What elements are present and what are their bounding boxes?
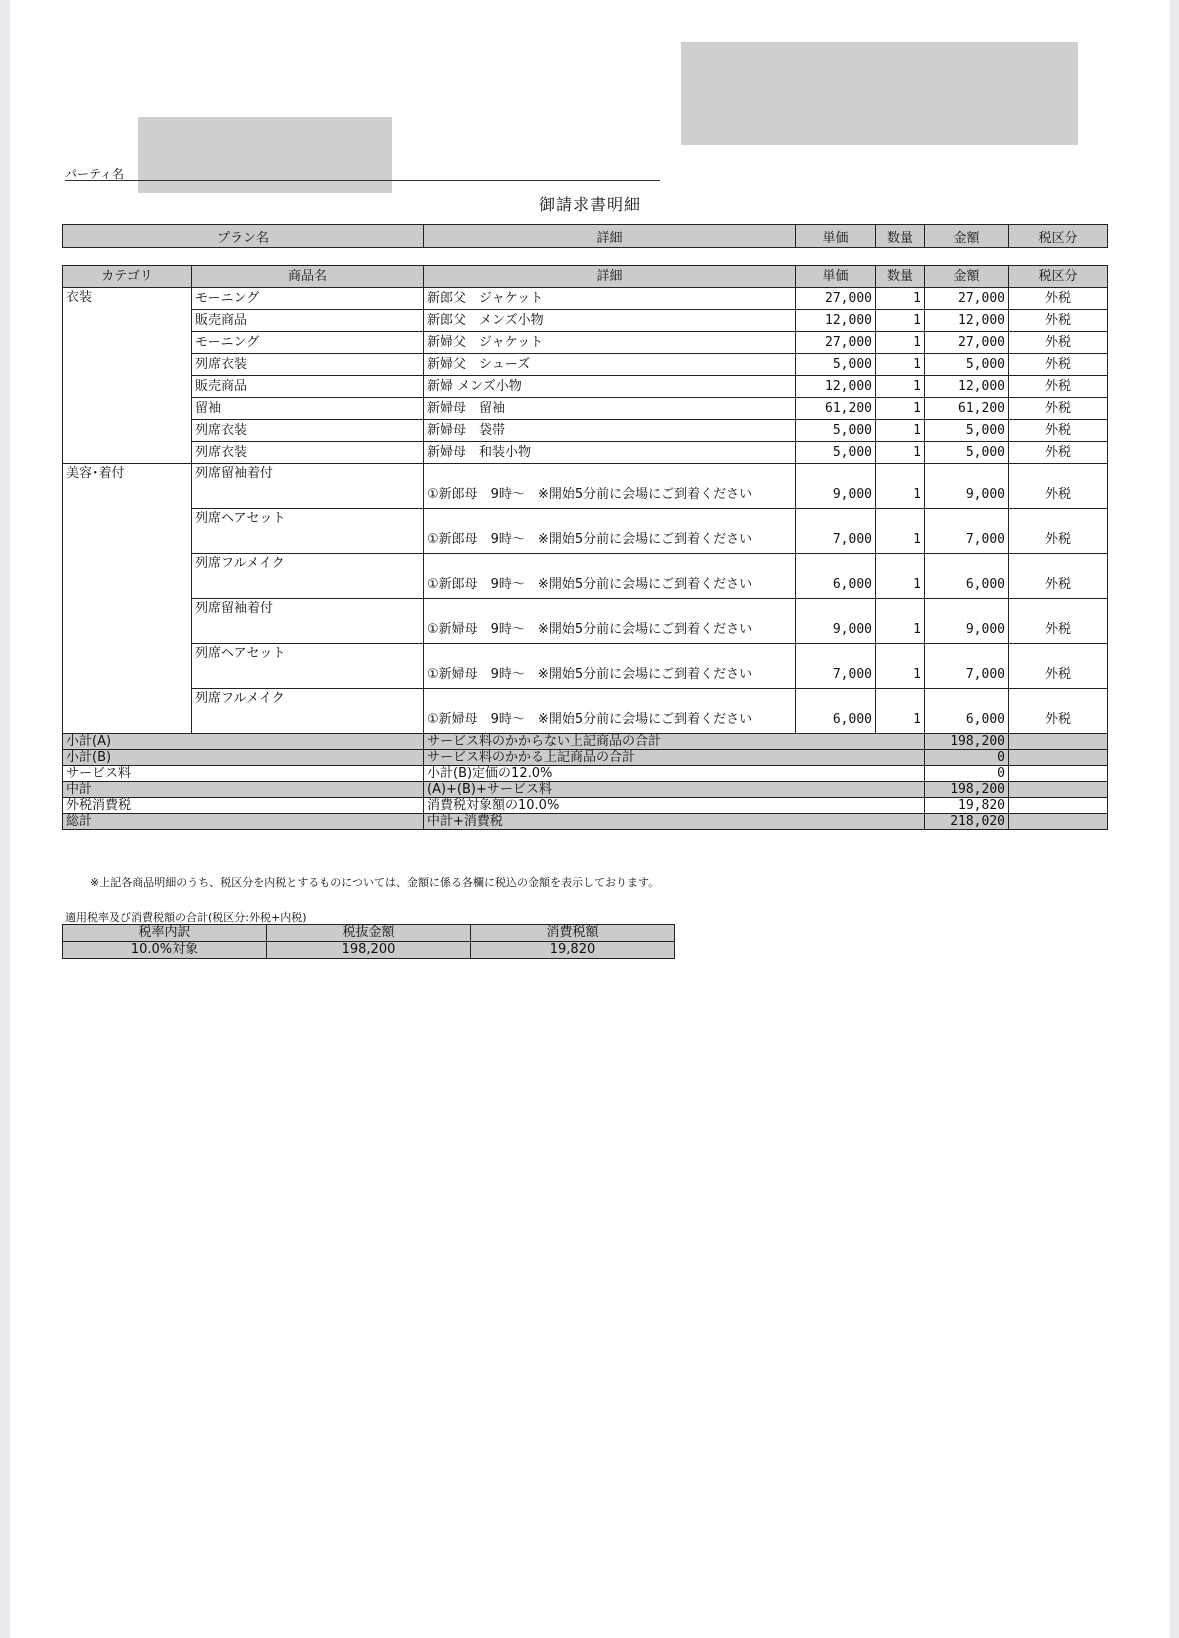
amount-cell: 5,000 [925,354,1009,376]
table-row [63,332,1108,354]
amount-cell: 61,200 [925,398,1009,420]
unit-price-cell: 6,000 [796,689,876,734]
plan-tax-type-header: 税区分 [1009,225,1108,248]
table-row [63,689,1108,734]
redacted-block-top-right [681,42,1078,145]
amount-cell: 5,000 [925,442,1009,464]
summary-desc: 中計+消費税 [424,814,925,830]
detail-cell: 新婦父 ジャケット [424,332,796,354]
summary-label: 総計 [63,814,424,830]
summary-empty [1009,798,1108,814]
plan-table [62,224,1108,248]
qty-cell: 1 [876,644,925,689]
product-cell: モーニング [192,332,424,354]
amount-cell: 12,000 [925,376,1009,398]
tax-amount-cell: 19,820 [471,942,675,959]
summary-label: 小計(A) [63,734,424,750]
tax-type-header: 税区分 [1009,266,1108,288]
plan-qty-header: 数量 [876,225,925,248]
amount-cell: 6,000 [925,554,1009,599]
invoice-page [10,0,1170,1638]
summary-amount: 198,200 [925,734,1009,750]
tax-amount-header: 消費税額 [471,925,675,942]
tax-cell: 外税 [1009,689,1108,734]
table-row [63,354,1108,376]
table-row [63,554,1108,599]
table-row [63,644,1108,689]
summary-amount: 19,820 [925,798,1009,814]
category-cell-beauty: 美容･着付 [63,464,192,734]
product-cell: 列席フルメイク [192,554,424,599]
unit-price-cell: 27,000 [796,288,876,310]
unit-price-cell: 5,000 [796,442,876,464]
product-cell: 列席留袖着付 [192,464,424,509]
summary-label: 外税消費税 [63,798,424,814]
amount-cell: 5,000 [925,420,1009,442]
tax-cell: 外税 [1009,599,1108,644]
detail-cell: 新婦母 袋帯 [424,420,796,442]
tax-cell: 外税 [1009,509,1108,554]
plan-amount-header: 金額 [925,225,1009,248]
plan-header-row [63,225,1108,248]
tax-excluded-cell: 198,200 [267,942,471,959]
summary-row-midtotal [63,782,1108,798]
qty-header: 数量 [876,266,925,288]
qty-cell: 1 [876,599,925,644]
detail-cell: 新婦母 留袖 [424,398,796,420]
detail-table [62,265,1108,830]
tax-summary-table [62,924,675,959]
table-row [63,464,1108,509]
amount-cell: 12,000 [925,310,1009,332]
table-row [63,599,1108,644]
amount-cell: 27,000 [925,332,1009,354]
unit-price-cell: 7,000 [796,509,876,554]
qty-cell: 1 [876,464,925,509]
table-row [63,376,1108,398]
tax-cell: 外税 [1009,554,1108,599]
amount-cell: 7,000 [925,644,1009,689]
table-row [63,310,1108,332]
unit-price-cell: 7,000 [796,644,876,689]
summary-desc: サービス料のかかる上記商品の合計 [424,750,925,766]
party-underline [65,180,660,181]
summary-amount: 198,200 [925,782,1009,798]
table-row [63,288,1108,310]
tax-cell: 外税 [1009,442,1108,464]
amount-cell: 7,000 [925,509,1009,554]
document-title: 御請求書明細 [538,195,641,214]
summary-empty [1009,750,1108,766]
tax-cell: 外税 [1009,288,1108,310]
tax-note: ※上記各商品明細のうち、税区分を内税とするものについては、金額に係る各欄に税込の金額を表示しております。 [90,876,660,889]
unit-price-cell: 6,000 [796,554,876,599]
product-cell: 留袖 [192,398,424,420]
product-cell: モーニング [192,288,424,310]
plan-detail-header: 詳細 [424,225,796,248]
summary-row-service-fee [63,766,1108,782]
summary-amount: 0 [925,766,1009,782]
qty-cell: 1 [876,310,925,332]
detail-header-row [63,266,1108,288]
amount-cell: 9,000 [925,464,1009,509]
qty-cell: 1 [876,398,925,420]
tax-cell: 外税 [1009,376,1108,398]
detail-cell: 新婦母 和装小物 [424,442,796,464]
amount-cell: 6,000 [925,689,1009,734]
tax-cell: 外税 [1009,464,1108,509]
summary-empty [1009,782,1108,798]
detail-cell: ①新婦母 9時～ ※開始5分前に会場にご到着ください [424,689,796,734]
product-cell: 列席ヘアセット [192,509,424,554]
party-label: パーティ名 [65,167,125,181]
qty-cell: 1 [876,376,925,398]
product-cell: 列席衣装 [192,354,424,376]
qty-cell: 1 [876,554,925,599]
tax-rate-header: 税率内訳 [63,925,267,942]
unit-price-cell: 27,000 [796,332,876,354]
unit-price-cell: 9,000 [796,599,876,644]
qty-cell: 1 [876,689,925,734]
tax-cell: 外税 [1009,310,1108,332]
summary-label: 小計(B) [63,750,424,766]
table-row [63,509,1108,554]
table-row [63,442,1108,464]
summary-desc: 消費税対象額の10.0% [424,798,925,814]
product-cell: 列席フルメイク [192,689,424,734]
summary-empty [1009,814,1108,830]
plan-unit-price-header: 単価 [796,225,876,248]
unit-price-cell: 5,000 [796,420,876,442]
tax-excluded-header: 税抜金額 [267,925,471,942]
tax-value-row [63,942,675,959]
product-cell: 列席衣装 [192,420,424,442]
summary-amount: 0 [925,750,1009,766]
summary-empty [1009,766,1108,782]
product-cell: 販売商品 [192,310,424,332]
category-header: カテゴリ [63,266,192,288]
detail-header: 詳細 [424,266,796,288]
summary-row-subtotal-b [63,750,1108,766]
detail-cell: ①新郎母 9時～ ※開始5分前に会場にご到着ください [424,554,796,599]
table-row [63,398,1108,420]
detail-cell: ①新婦母 9時～ ※開始5分前に会場にご到着ください [424,644,796,689]
summary-row-subtotal-a [63,734,1108,750]
qty-cell: 1 [876,442,925,464]
unit-price-header: 単価 [796,266,876,288]
detail-cell: 新郎父 ジャケット [424,288,796,310]
unit-price-cell: 61,200 [796,398,876,420]
unit-price-cell: 9,000 [796,464,876,509]
summary-label: サービス料 [63,766,424,782]
detail-cell: 新婦 メンズ小物 [424,376,796,398]
unit-price-cell: 5,000 [796,354,876,376]
detail-cell: ①新郎母 9時～ ※開始5分前に会場にご到着ください [424,464,796,509]
unit-price-cell: 12,000 [796,376,876,398]
qty-cell: 1 [876,420,925,442]
summary-desc: サービス料のかからない上記商品の合計 [424,734,925,750]
detail-cell: 新婦父 シューズ [424,354,796,376]
tax-cell: 外税 [1009,644,1108,689]
summary-empty [1009,734,1108,750]
amount-cell: 27,000 [925,288,1009,310]
summary-row-grand-total [63,814,1108,830]
summary-row-consumption-tax [63,798,1108,814]
category-cell-costume: 衣装 [63,288,192,464]
product-cell: 列席留袖着付 [192,599,424,644]
qty-cell: 1 [876,332,925,354]
product-header: 商品名 [192,266,424,288]
amount-cell: 9,000 [925,599,1009,644]
tax-header-row [63,925,675,942]
product-cell: 列席ヘアセット [192,644,424,689]
summary-amount: 218,020 [925,814,1009,830]
tax-cell: 外税 [1009,332,1108,354]
qty-cell: 1 [876,354,925,376]
tax-rate-cell: 10.0%対象 [63,942,267,959]
qty-cell: 1 [876,288,925,310]
detail-cell: 新郎父 メンズ小物 [424,310,796,332]
product-cell: 列席衣装 [192,442,424,464]
tax-cell: 外税 [1009,398,1108,420]
product-cell: 販売商品 [192,376,424,398]
tax-cell: 外税 [1009,354,1108,376]
detail-cell: ①新婦母 9時～ ※開始5分前に会場にご到着ください [424,599,796,644]
tax-cell: 外税 [1009,420,1108,442]
summary-desc: 小計(B)定価の12.0% [424,766,925,782]
detail-cell: ①新郎母 9時～ ※開始5分前に会場にご到着ください [424,509,796,554]
amount-header: 金額 [925,266,1009,288]
summary-desc: (A)+(B)+サービス料 [424,782,925,798]
plan-name-header: プラン名 [63,225,424,248]
summary-label: 中計 [63,782,424,798]
table-row [63,420,1108,442]
tax-table-caption: 適用税率及び消費税額の合計(税区分:外税+内税) [65,911,307,924]
qty-cell: 1 [876,509,925,554]
redacted-party-name [138,117,392,193]
unit-price-cell: 12,000 [796,310,876,332]
